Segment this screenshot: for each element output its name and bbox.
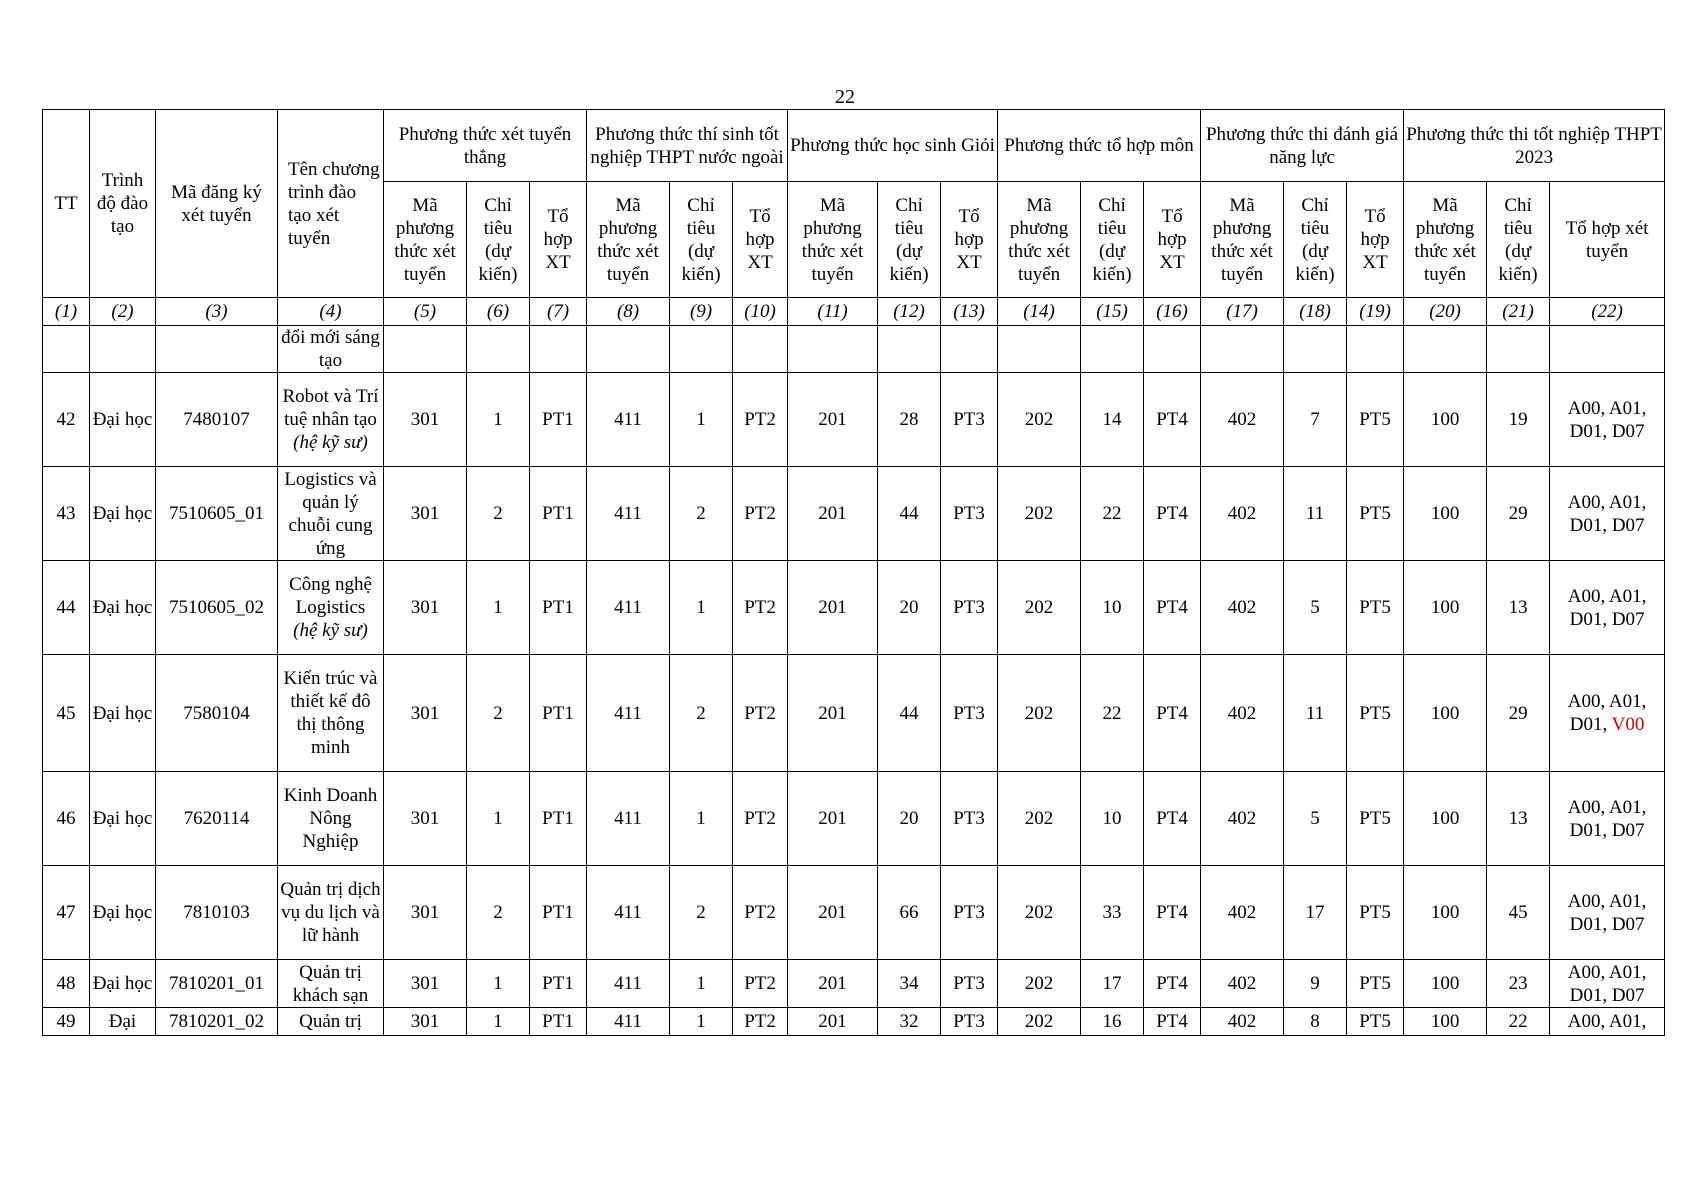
- header-method-code: Mã phương thức xét tuyển: [587, 182, 670, 298]
- foreign-combo: PT2: [733, 467, 788, 561]
- table-row: [43, 561, 1665, 655]
- row-number: 44: [43, 561, 90, 655]
- excellent-combo: PT3: [941, 655, 998, 772]
- program-name-text: Quản trị: [299, 1011, 362, 1032]
- subject-combo: PT4: [1144, 772, 1201, 866]
- excellent-method-code: 201: [788, 1008, 878, 1036]
- exam-method-code: 100: [1404, 467, 1487, 561]
- continuation-row: [43, 326, 1665, 373]
- header-group-aptitude: Phương thức thi đánh giá năng lực: [1201, 110, 1404, 182]
- foreign-method-code: 411: [587, 467, 670, 561]
- header-group-subject-combo: Phương thức tổ hợp môn: [998, 110, 1201, 182]
- excellent-quota: 66: [878, 866, 941, 960]
- header-tt: TT: [43, 110, 90, 298]
- exam-quota: 23: [1487, 960, 1550, 1008]
- combo-line-2-text: D01,: [1569, 714, 1612, 735]
- direct-combo: PT1: [530, 373, 587, 467]
- subject-quota: 10: [1081, 561, 1144, 655]
- header-combo: Tổ hợp XT: [733, 182, 788, 298]
- combo-line-2-text: D01, D07: [1569, 420, 1645, 442]
- exam-combinations: [1550, 960, 1665, 1008]
- training-level: Đại: [90, 1008, 156, 1036]
- column-number: (5): [384, 298, 467, 326]
- program-name: [278, 467, 384, 561]
- direct-method-code: 301: [384, 467, 467, 561]
- column-number: (2): [90, 298, 156, 326]
- subject-method-code: 202: [998, 866, 1081, 960]
- aptitude-combo: PT5: [1347, 655, 1404, 772]
- combo-line-1: A00, A01,: [1567, 796, 1647, 818]
- direct-combo: PT1: [530, 561, 587, 655]
- excellent-method-code: 201: [788, 772, 878, 866]
- subject-quota: 22: [1081, 655, 1144, 772]
- program-name-text: Quản trị khách sạn: [292, 961, 369, 1006]
- column-number: (22): [1550, 298, 1665, 326]
- program-name-text: Robot và Trí tuệ nhân tạo: [282, 386, 379, 430]
- subject-method-code: 202: [998, 960, 1081, 1008]
- aptitude-combo: PT5: [1347, 561, 1404, 655]
- training-level: Đại học: [90, 772, 156, 866]
- exam-quota: 29: [1487, 655, 1550, 772]
- aptitude-combo: PT5: [1347, 373, 1404, 467]
- column-number: (13): [941, 298, 998, 326]
- combo-line-2: [1552, 420, 1662, 443]
- direct-method-code: 301: [384, 1008, 467, 1036]
- combo-line-2-text: D01, D07: [1569, 913, 1645, 935]
- header-method-code: Mã phương thức xét tuyển: [1404, 182, 1487, 298]
- header-group-direct: Phương thức xét tuyển thẳng: [384, 110, 587, 182]
- excellent-quota: 28: [878, 373, 941, 467]
- foreign-quota: 1: [670, 960, 733, 1008]
- subject-quota: 33: [1081, 866, 1144, 960]
- direct-quota: 2: [467, 655, 530, 772]
- header-quota: Chỉ tiêu (dự kiến): [670, 182, 733, 298]
- program-name: [278, 655, 384, 772]
- excellent-quota: 32: [878, 1008, 941, 1036]
- column-number: (9): [670, 298, 733, 326]
- aptitude-combo: PT5: [1347, 467, 1404, 561]
- direct-combo: PT1: [530, 467, 587, 561]
- table-row: [43, 960, 1665, 1008]
- header-method-code: Mã phương thức xét tuyển: [384, 182, 467, 298]
- aptitude-quota: 8: [1284, 1008, 1347, 1036]
- direct-method-code: 301: [384, 772, 467, 866]
- exam-quota: 22: [1487, 1008, 1550, 1036]
- column-number: (20): [1404, 298, 1487, 326]
- foreign-combo: PT2: [733, 960, 788, 1008]
- direct-quota: 1: [467, 960, 530, 1008]
- subject-combo: PT4: [1144, 960, 1201, 1008]
- program-name: đổi mới sáng tạo: [278, 326, 384, 373]
- program-name-text: Logistics và quản lý chuỗi cung ứng: [284, 468, 377, 559]
- subject-combo: PT4: [1144, 561, 1201, 655]
- registration-code: 7510605_02: [156, 561, 278, 655]
- foreign-method-code: 411: [587, 1008, 670, 1036]
- aptitude-combo: PT5: [1347, 1008, 1404, 1036]
- training-level: Đại học: [90, 960, 156, 1008]
- column-number: (15): [1081, 298, 1144, 326]
- program-name-text: Quản trị dịch vụ du lịch và lữ hành: [280, 879, 381, 946]
- subject-method-code: 202: [998, 1008, 1081, 1036]
- row-number: 49: [43, 1008, 90, 1036]
- direct-combo: PT1: [530, 960, 587, 1008]
- foreign-quota: 2: [670, 655, 733, 772]
- direct-method-code: 301: [384, 655, 467, 772]
- combo-line-1: A00, A01,: [1567, 585, 1647, 607]
- excellent-method-code: 201: [788, 561, 878, 655]
- column-number: (7): [530, 298, 587, 326]
- aptitude-method-code: 402: [1201, 960, 1284, 1008]
- exam-combinations: [1550, 1008, 1665, 1036]
- row-number: 46: [43, 772, 90, 866]
- exam-combinations: [1550, 866, 1665, 960]
- foreign-combo: PT2: [733, 866, 788, 960]
- table-row: [43, 467, 1665, 561]
- foreign-quota: 1: [670, 772, 733, 866]
- combo-line-1: A00, A01,: [1567, 691, 1647, 712]
- exam-combinations: [1550, 561, 1665, 655]
- page-number: 22: [835, 86, 855, 108]
- registration-code: 7580104: [156, 655, 278, 772]
- table-row: [43, 373, 1665, 467]
- foreign-combo: PT2: [733, 655, 788, 772]
- direct-combo: PT1: [530, 866, 587, 960]
- excellent-combo: PT3: [941, 561, 998, 655]
- foreign-combo: PT2: [733, 772, 788, 866]
- exam-combinations: [1550, 655, 1665, 772]
- registration-code: 7510605_01: [156, 467, 278, 561]
- table-body: [43, 326, 1665, 1036]
- excellent-method-code: 201: [788, 960, 878, 1008]
- column-number: (1): [43, 298, 90, 326]
- foreign-method-code: 411: [587, 866, 670, 960]
- subject-combo: PT4: [1144, 655, 1201, 772]
- excellent-combo: PT3: [941, 960, 998, 1008]
- foreign-method-code: 411: [587, 561, 670, 655]
- exam-quota: 13: [1487, 772, 1550, 866]
- program-name-text: Kiến trúc và thiết kế đô thị thông minh: [283, 668, 378, 758]
- aptitude-quota: 17: [1284, 866, 1347, 960]
- subject-combo: PT4: [1144, 467, 1201, 561]
- combo-line-2-text: D01, D07: [1569, 514, 1645, 536]
- program-name-note: (hệ kỹ sư): [293, 620, 368, 641]
- column-number: (17): [1201, 298, 1284, 326]
- program-name: [278, 373, 384, 467]
- header-combo: Tổ hợp XT: [941, 182, 998, 298]
- header-code: Mã đăng ký xét tuyển: [156, 110, 278, 298]
- foreign-combo: PT2: [733, 1008, 788, 1036]
- program-name: [278, 1008, 384, 1036]
- column-number: (8): [587, 298, 670, 326]
- program-name: [278, 561, 384, 655]
- header-quota: Chỉ tiêu (dự kiến): [1284, 182, 1347, 298]
- exam-combinations: [1550, 772, 1665, 866]
- exam-method-code: 100: [1404, 866, 1487, 960]
- excellent-quota: 20: [878, 772, 941, 866]
- foreign-method-code: 411: [587, 373, 670, 467]
- header-group-graduation-exam: Phương thức thi tốt nghiệp THPT 2023: [1404, 110, 1665, 182]
- subject-method-code: 202: [998, 655, 1081, 772]
- foreign-quota: 1: [670, 373, 733, 467]
- table-header: [43, 110, 1665, 326]
- excellent-combo: PT3: [941, 772, 998, 866]
- header-program-name: Tên chương trình đào tạo xét tuyển: [278, 110, 384, 298]
- foreign-method-code: 411: [587, 655, 670, 772]
- combo-line-1: A00, A01,: [1567, 397, 1647, 419]
- combo-line-2: [1552, 819, 1662, 842]
- program-name: [278, 960, 384, 1008]
- header-combo: Tổ hợp XT: [1347, 182, 1404, 298]
- header-combo: Tổ hợp XT: [1144, 182, 1201, 298]
- direct-quota: 2: [467, 866, 530, 960]
- exam-method-code: 100: [1404, 772, 1487, 866]
- excellent-quota: 34: [878, 960, 941, 1008]
- combo-line-2-text: D01, D07: [1569, 984, 1645, 1006]
- aptitude-method-code: 402: [1201, 373, 1284, 467]
- exam-method-code: 100: [1404, 655, 1487, 772]
- training-level: Đại học: [90, 561, 156, 655]
- subject-quota: 16: [1081, 1008, 1144, 1036]
- foreign-quota: 2: [670, 866, 733, 960]
- combo-line-1: A00, A01,: [1567, 491, 1647, 513]
- column-number: (10): [733, 298, 788, 326]
- excellent-combo: PT3: [941, 866, 998, 960]
- subject-quota: 22: [1081, 467, 1144, 561]
- combo-line-1: A00, A01,: [1567, 890, 1647, 912]
- direct-quota: 1: [467, 1008, 530, 1036]
- training-level: Đại học: [90, 373, 156, 467]
- header-combo-full: Tổ hợp xét tuyển: [1550, 182, 1665, 298]
- column-number: (3): [156, 298, 278, 326]
- exam-method-code: 100: [1404, 1008, 1487, 1036]
- aptitude-method-code: 402: [1201, 561, 1284, 655]
- direct-method-code: 301: [384, 561, 467, 655]
- aptitude-combo: PT5: [1347, 866, 1404, 960]
- aptitude-quota: 11: [1284, 655, 1347, 772]
- excellent-method-code: 201: [788, 866, 878, 960]
- program-name-text: Kinh Doanh Nông Nghiệp: [283, 785, 378, 852]
- header-method-code: Mã phương thức xét tuyển: [788, 182, 878, 298]
- registration-code: 7480107: [156, 373, 278, 467]
- subject-method-code: 202: [998, 772, 1081, 866]
- subject-combo: PT4: [1144, 1008, 1201, 1036]
- excellent-quota: 44: [878, 467, 941, 561]
- aptitude-combo: PT5: [1347, 772, 1404, 866]
- column-number: (11): [788, 298, 878, 326]
- table-row: [43, 866, 1665, 960]
- column-number: (18): [1284, 298, 1347, 326]
- excellent-method-code: 201: [788, 655, 878, 772]
- table-row: [43, 1008, 1665, 1036]
- program-name: [278, 866, 384, 960]
- registration-code: 7620114: [156, 772, 278, 866]
- column-number: (14): [998, 298, 1081, 326]
- column-number: (21): [1487, 298, 1550, 326]
- column-number: (16): [1144, 298, 1201, 326]
- combo-line-2-text: D01, D07: [1569, 608, 1645, 630]
- subject-quota: 14: [1081, 373, 1144, 467]
- foreign-method-code: 411: [587, 960, 670, 1008]
- foreign-quota: 2: [670, 467, 733, 561]
- combo-line-2: [1552, 913, 1662, 936]
- combo-line-1: A00, A01,: [1567, 961, 1647, 983]
- direct-method-code: 301: [384, 960, 467, 1008]
- column-number-row: [43, 298, 1665, 326]
- foreign-quota: 1: [670, 561, 733, 655]
- combo-line-2: [1552, 608, 1662, 631]
- excellent-quota: 44: [878, 655, 941, 772]
- registration-code: 7810201_02: [156, 1008, 278, 1036]
- header-group-foreign: Phương thức thí sinh tốt nghiệp THPT nước ngoài: [587, 110, 788, 182]
- program-name-note: (hệ kỹ sư): [293, 432, 368, 453]
- training-level: Đại học: [90, 866, 156, 960]
- direct-quota: 1: [467, 772, 530, 866]
- direct-combo: PT1: [530, 655, 587, 772]
- excellent-combo: PT3: [941, 373, 998, 467]
- exam-method-code: 100: [1404, 960, 1487, 1008]
- direct-quota: 1: [467, 373, 530, 467]
- aptitude-quota: 11: [1284, 467, 1347, 561]
- admissions-table: [42, 109, 1665, 1036]
- excellent-method-code: 201: [788, 373, 878, 467]
- combo-highlight: V00: [1611, 714, 1645, 735]
- direct-quota: 1: [467, 561, 530, 655]
- header-level: Trình độ đào tạo: [90, 110, 156, 298]
- excellent-method-code: 201: [788, 467, 878, 561]
- exam-method-code: 100: [1404, 561, 1487, 655]
- program-name: [278, 772, 384, 866]
- exam-quota: 13: [1487, 561, 1550, 655]
- excellent-combo: PT3: [941, 467, 998, 561]
- header-quota: Chỉ tiêu (dự kiến): [1487, 182, 1550, 298]
- column-number: (4): [278, 298, 384, 326]
- header-quota: Chỉ tiêu (dự kiến): [467, 182, 530, 298]
- combo-line-2: [1552, 713, 1662, 736]
- subject-combo: PT4: [1144, 373, 1201, 467]
- table-row: [43, 772, 1665, 866]
- subject-method-code: 202: [998, 373, 1081, 467]
- foreign-quota: 1: [670, 1008, 733, 1036]
- aptitude-method-code: 402: [1201, 772, 1284, 866]
- aptitude-method-code: 402: [1201, 866, 1284, 960]
- foreign-method-code: 411: [587, 772, 670, 866]
- direct-combo: PT1: [530, 1008, 587, 1036]
- row-number: 43: [43, 467, 90, 561]
- aptitude-quota: 5: [1284, 561, 1347, 655]
- direct-combo: PT1: [530, 772, 587, 866]
- excellent-quota: 20: [878, 561, 941, 655]
- aptitude-method-code: 402: [1201, 655, 1284, 772]
- aptitude-quota: 5: [1284, 772, 1347, 866]
- row-number: 42: [43, 373, 90, 467]
- excellent-combo: PT3: [941, 1008, 998, 1036]
- column-number: (6): [467, 298, 530, 326]
- header-quota: Chỉ tiêu (dự kiến): [878, 182, 941, 298]
- aptitude-method-code: 402: [1201, 467, 1284, 561]
- aptitude-method-code: 402: [1201, 1008, 1284, 1036]
- combo-line-2-text: D01, D07: [1569, 819, 1645, 841]
- direct-quota: 2: [467, 467, 530, 561]
- header-combo: Tổ hợp XT: [530, 182, 587, 298]
- column-number: (12): [878, 298, 941, 326]
- subject-method-code: 202: [998, 467, 1081, 561]
- registration-code: 7810201_01: [156, 960, 278, 1008]
- row-number: 48: [43, 960, 90, 1008]
- foreign-combo: PT2: [733, 373, 788, 467]
- combo-line-2: [1552, 514, 1662, 537]
- direct-method-code: 301: [384, 373, 467, 467]
- combo-line-1: A00, A01,: [1567, 1011, 1647, 1032]
- exam-combinations: [1550, 373, 1665, 467]
- column-number: (19): [1347, 298, 1404, 326]
- program-name-text: Công nghệ Logistics: [289, 574, 372, 618]
- subject-quota: 17: [1081, 960, 1144, 1008]
- header-quota: Chỉ tiêu (dự kiến): [1081, 182, 1144, 298]
- subject-method-code: 202: [998, 561, 1081, 655]
- training-level: Đại học: [90, 467, 156, 561]
- row-number: 45: [43, 655, 90, 772]
- exam-method-code: 100: [1404, 373, 1487, 467]
- aptitude-combo: PT5: [1347, 960, 1404, 1008]
- foreign-combo: PT2: [733, 561, 788, 655]
- exam-quota: 45: [1487, 866, 1550, 960]
- exam-quota: 19: [1487, 373, 1550, 467]
- row-number: 47: [43, 866, 90, 960]
- header-method-code: Mã phương thức xét tuyển: [1201, 182, 1284, 298]
- exam-combinations: [1550, 467, 1665, 561]
- direct-method-code: 301: [384, 866, 467, 960]
- table-row: [43, 655, 1665, 772]
- subject-quota: 10: [1081, 772, 1144, 866]
- combo-line-2: [1552, 984, 1662, 1007]
- header-group-excellent: Phương thức học sinh Giỏi: [788, 110, 998, 182]
- training-level: Đại học: [90, 655, 156, 772]
- aptitude-quota: 7: [1284, 373, 1347, 467]
- aptitude-quota: 9: [1284, 960, 1347, 1008]
- header-method-code: Mã phương thức xét tuyển: [998, 182, 1081, 298]
- registration-code: 7810103: [156, 866, 278, 960]
- exam-quota: 29: [1487, 467, 1550, 561]
- subject-combo: PT4: [1144, 866, 1201, 960]
